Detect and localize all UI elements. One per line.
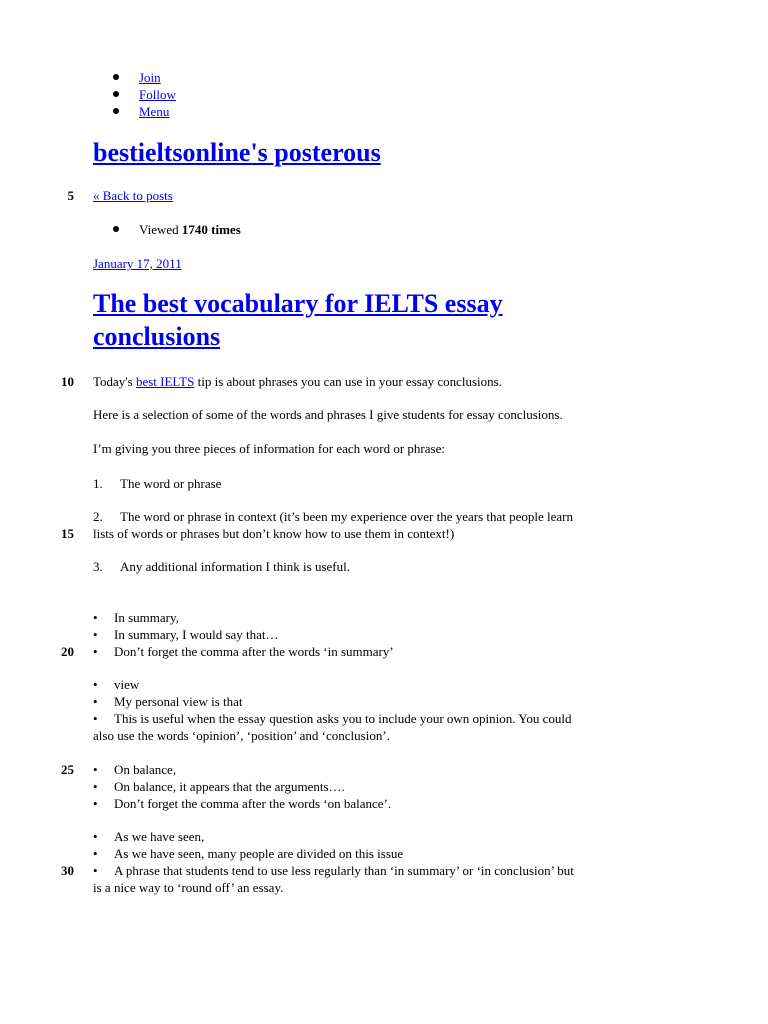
intro-text-after: tip is about phrases you can use in your essay conclusions. <box>194 374 502 389</box>
list-number-3: 3. <box>93 559 103 574</box>
item-text: Don’t forget the comma after the words ‘in summary’ <box>114 644 394 659</box>
list-item <box>93 845 403 862</box>
item-text: A phrase that students tend to use less regularly than ‘in summary’ or ‘in conclusion’ but <box>114 863 574 878</box>
item-text: On balance, <box>114 762 177 777</box>
line-number: 10 <box>61 374 74 389</box>
list-item <box>93 626 279 643</box>
join-link[interactable]: Join <box>139 70 161 85</box>
bullet-glyph: • <box>93 779 98 794</box>
line-number: 15 <box>61 526 74 541</box>
list-item-1: The word or phrase <box>120 476 222 491</box>
bullet-glyph: • <box>93 677 98 692</box>
post-title-link-line2[interactable]: conclusions <box>93 322 221 351</box>
intro-paragraph <box>93 373 502 390</box>
bullet-glyph: • <box>93 694 98 709</box>
views-number: 1740 times <box>181 222 241 237</box>
item-text: In summary, <box>114 610 179 625</box>
follow-link[interactable]: Follow <box>139 87 176 102</box>
list-item <box>93 795 391 812</box>
list-item-2-line1: The word or phrase in context (it’s been my experience over the years that people learn <box>120 509 574 524</box>
paragraph-three-pieces: I’m giving you three pieces of information for each word or phrase: <box>93 441 445 456</box>
bullet-glyph: • <box>93 863 98 878</box>
list-item-continuation: also use the words ‘opinion’, ‘position’ and ‘conclusion’. <box>93 728 390 743</box>
best-ielts-link[interactable]: best IELTS <box>135 374 195 389</box>
item-text: As we have seen, many people are divided on this issue <box>114 846 404 861</box>
list-item <box>93 862 574 879</box>
list-item <box>93 693 243 710</box>
line-number: 30 <box>61 863 74 878</box>
item-text: This is useful when the essay question asks you to include your own opinion. You could <box>114 711 572 726</box>
list-item <box>93 643 394 660</box>
bullet-glyph: • <box>93 711 98 726</box>
item-text: Don’t forget the comma after the words ‘on balance’. <box>114 796 392 811</box>
line-number: 5 <box>67 188 74 203</box>
list-item <box>93 761 176 778</box>
item-text: As we have seen, <box>114 829 205 844</box>
bullet-glyph: • <box>93 846 98 861</box>
list-item-3: Any additional information I think is useful. <box>120 559 350 574</box>
intro-text-before: Today's <box>93 374 136 389</box>
post-date-link[interactable]: January 17, 2011 <box>93 256 182 271</box>
line-number: 25 <box>61 762 74 777</box>
list-item-2-line2: lists of words or phrases but don’t know how to use them in context!) <box>93 526 455 541</box>
list-item <box>93 609 179 626</box>
bullet-glyph: • <box>93 762 98 777</box>
post-title-link-line1[interactable]: The best vocabulary for IELTS essay <box>93 289 503 318</box>
line-number: 20 <box>61 644 74 659</box>
list-number-1: 1. <box>93 476 103 491</box>
views-count <box>139 221 241 238</box>
list-item <box>93 778 345 795</box>
blog-title-link[interactable]: bestieltsonline's posterous <box>93 138 381 167</box>
list-item-continuation: is a nice way to ‘round off’ an essay. <box>93 880 284 895</box>
back-to-posts-link[interactable]: « Back to posts <box>93 188 173 203</box>
menu-link[interactable]: Menu <box>139 104 170 119</box>
bullet-glyph: • <box>93 829 98 844</box>
item-text: My personal view is that <box>114 694 243 709</box>
item-text: view <box>114 677 140 692</box>
bullet-glyph: • <box>93 627 98 642</box>
views-bullet <box>113 226 119 232</box>
bullet-glyph: • <box>93 610 98 625</box>
views-prefix: Viewed <box>139 222 182 237</box>
list-item <box>93 828 204 845</box>
list-item <box>93 676 139 693</box>
nav-bullet <box>113 91 119 97</box>
list-number-2: 2. <box>93 509 103 524</box>
post-title <box>93 287 503 353</box>
nav-bullet <box>113 108 119 114</box>
bullet-glyph: • <box>93 796 98 811</box>
paragraph-selection: Here is a selection of some of the words and phrases I give students for essay conclusions. <box>93 407 563 422</box>
item-text: In summary, I would say that… <box>114 627 279 642</box>
nav-bullet <box>113 74 119 80</box>
bullet-glyph: • <box>93 644 98 659</box>
item-text: On balance, it appears that the arguments…. <box>114 779 345 794</box>
list-item <box>93 710 572 727</box>
